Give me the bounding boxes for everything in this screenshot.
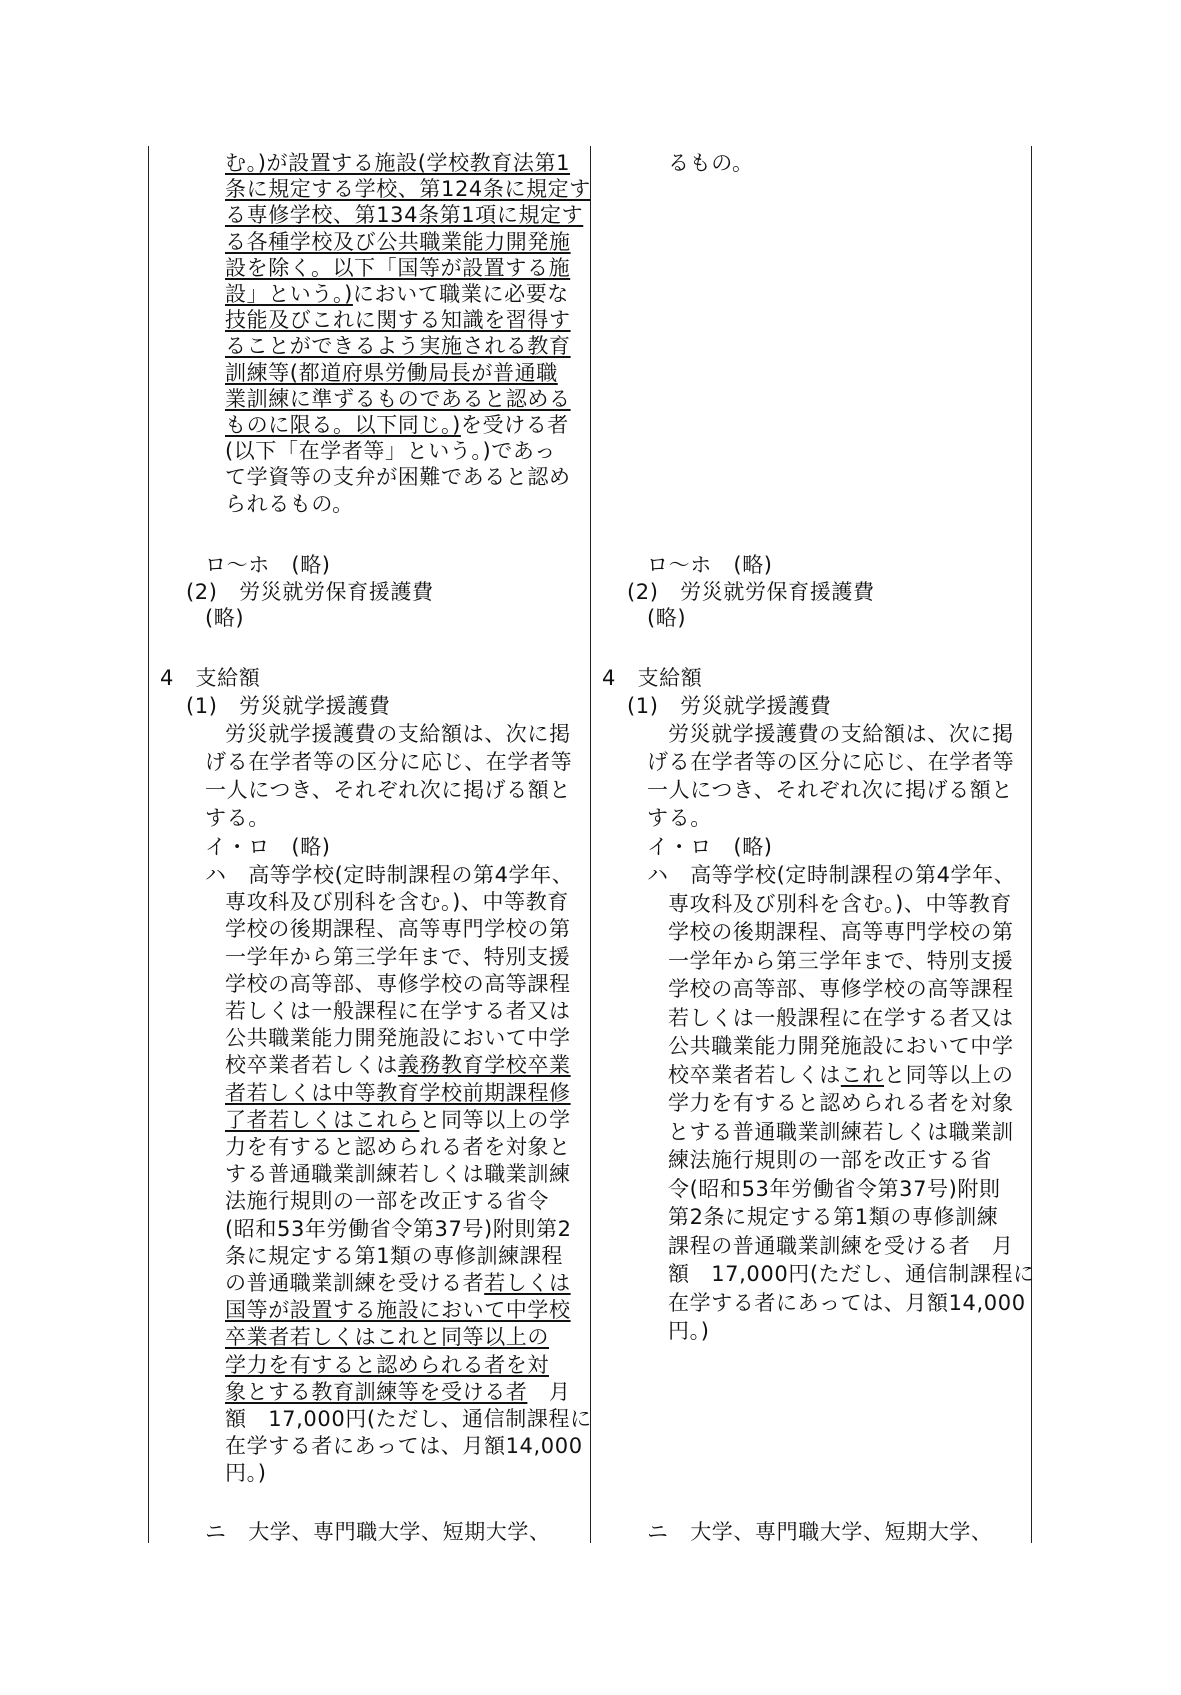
left-item-ha-line: [225, 1215, 572, 1243]
underlined-amendment-text: 卒業者若しくはこれと同等以上の: [225, 1325, 549, 1350]
text-segment: 額 17,000円(ただし、通信制課程に: [668, 1262, 1035, 1286]
right-intro-line-3: 一人につき、それぞれ次に掲げる額と: [647, 778, 1013, 802]
text-segment: 円。): [225, 1461, 267, 1486]
underlined-amendment-text: これ: [840, 1062, 885, 1087]
left-para-c-line: [225, 280, 569, 308]
text-segment: て学資等の支弁が困難であると認め: [225, 465, 571, 490]
left-para-c-line: [225, 149, 570, 177]
text-segment: 在学する者にあっては、月額14,000: [225, 1434, 583, 1459]
text-segment: 学力を有すると認められる者を対象: [668, 1091, 1014, 1115]
right-intro-line-2: げる在学者等の区分に応じ、在学者等: [647, 750, 1015, 774]
text-segment: 額 17,000円(ただし、通信制課程に: [225, 1407, 592, 1431]
left-item-ha-line: [225, 1269, 571, 1297]
left-intro-line-2: げる在学者等の区分に応じ、在学者等: [205, 750, 573, 774]
text-segment: 在学する者にあっては、月額14,000: [668, 1290, 1026, 1315]
text-segment: 校卒業者若しくは: [668, 1062, 841, 1087]
right-item-ha-line: [668, 975, 1014, 1003]
left-item-ha-line: [225, 1378, 571, 1406]
right-item-ha-line: [668, 1175, 1001, 1203]
right-item-ha-line: [668, 1004, 1014, 1032]
text-segment: する普通職業訓練若しくは職業訓練: [225, 1162, 571, 1187]
left-para-c-line: [225, 254, 570, 282]
text-segment: 法施行規則の一部を改正する省令: [225, 1189, 549, 1214]
underlined-amendment-text: 象とする教育訓練等を受ける者: [225, 1379, 528, 1404]
right-heading-1: (1) 労災就学援護費: [627, 694, 832, 718]
left-item-ha-line: [225, 1024, 571, 1052]
right-item-ni: ニ 大学、専門職大学、短期大学、: [647, 1520, 993, 1544]
left-para-c-line: [225, 437, 556, 465]
text-segment: において職業に必要な: [352, 282, 569, 306]
left-item-ha-line: [225, 943, 570, 971]
left-item-ha-line: [225, 1079, 571, 1107]
right-item-ha-line: [668, 1032, 1014, 1060]
left-item-i-ro: イ・ロ (略): [205, 835, 331, 859]
right-intro-line-4: する。: [647, 806, 712, 830]
left-item-ha-line: [225, 1242, 563, 1270]
right-heading-2: (2) 労災就労保育援護費: [627, 580, 875, 604]
text-segment: 令(昭和53年労働省令第37号)附則: [668, 1176, 1001, 1201]
left-intro-line-3: 一人につき、それぞれ次に掲げる額と: [205, 778, 571, 802]
right-intro-line-1: 労災就学援護費の支給額は、次に掲: [668, 722, 1014, 746]
underlined-amendment-text: 者若しくは中等教育学校前期課程修: [225, 1080, 571, 1105]
text-segment: 専攻科及び別科を含む。)、中等教育: [225, 890, 569, 915]
left-intro-line-4: する。: [205, 806, 270, 830]
underlined-amendment-text: 学力を有すると認められる者を対: [225, 1352, 549, 1377]
left-item-ha-line: [225, 915, 571, 943]
right-item-ha-line: [668, 1317, 710, 1345]
left-item-ha-line: [225, 1133, 571, 1161]
underlined-amendment-text: ものに限る。以下同じ。): [225, 413, 461, 437]
left-item-ha-line: [225, 1051, 571, 1079]
text-segment: と同等以上の学: [419, 1107, 571, 1132]
right-item-ha-line: [668, 1089, 1014, 1117]
text-segment: 条に規定する第1類の専修訓練課程: [225, 1243, 563, 1268]
left-item-ha-line: [225, 888, 569, 916]
left-para-c-line: [225, 463, 571, 491]
text-segment: ハ 高等学校(定時制課程の第4学年、: [205, 863, 574, 887]
left-item-ha-line: [225, 1187, 549, 1215]
text-segment: 第2条に規定する第1類の専修訓練: [668, 1205, 999, 1229]
text-segment: の普通職業訓練を受ける者: [225, 1271, 485, 1295]
text-segment: 学校の後期課程、高等専門学校の第: [668, 920, 1014, 944]
left-item-ni: ニ 大学、専門職大学、短期大学、: [205, 1520, 551, 1544]
text-segment: 一学年から第三学年まで、特別支援: [668, 948, 1014, 973]
underlined-amendment-text: 技能及びこれに関する知識を習得す: [225, 308, 571, 333]
right-heading-2-omit: (略): [647, 606, 687, 630]
text-segment: (以下「在学者等」という。)であっ: [225, 439, 556, 464]
left-item-ha-line: [225, 1405, 592, 1433]
underlined-amendment-text: る専修学校、第134条第1項に規定す: [225, 203, 584, 228]
text-segment: 学校の高等部、専修学校の高等課程: [668, 977, 1014, 1001]
right-item-ha-line: [668, 918, 1014, 946]
left-item-ha-line: [225, 1323, 549, 1351]
underlined-amendment-text: 訓練等(都道府県労働局長が普通職: [225, 360, 558, 385]
text-segment: 専攻科及び別科を含む。)、中等教育: [668, 891, 1012, 916]
right-item-ha-line: [668, 1146, 992, 1174]
left-item-ha-line: [225, 1459, 267, 1487]
left-item-ha-line: [225, 1432, 583, 1460]
text-segment: 課程の普通職業訓練を受ける者 月: [668, 1233, 1014, 1258]
left-item-ha-line: [225, 1106, 571, 1134]
underlined-amendment-text: 設を除く。以下「国等が設置する施: [225, 255, 571, 280]
text-segment: 若しくは一般課程に在学する者又は: [225, 999, 571, 1023]
left-para-c-line: [225, 306, 571, 334]
right-item-ha-line: [668, 1061, 1014, 1089]
right-item-ha-line: [668, 1260, 1035, 1288]
right-item-ha-line: [668, 947, 1013, 975]
text-segment: とする普通職業訓練若しくは職業訓: [668, 1119, 1014, 1144]
underlined-amendment-text: 若しくは: [484, 1271, 571, 1295]
right-item-ha-line: [668, 1289, 1026, 1317]
text-segment: 円。): [668, 1319, 710, 1343]
left-para-c-line: [225, 411, 569, 439]
left-intro-line-1: 労災就学援護費の支給額は、次に掲: [225, 722, 571, 746]
text-segment: 練法施行規則の一部を改正する省: [668, 1148, 992, 1172]
text-segment: 若しくは一般課程に在学する者又は: [668, 1005, 1014, 1030]
underlined-amendment-text: 条に規定する学校、第124条に規定す: [225, 177, 591, 202]
underlined-amendment-text: 国等が設置する施設において中学校: [225, 1298, 571, 1323]
right-item-ha-line: [668, 1118, 1014, 1146]
left-item-ha-line: [225, 1160, 571, 1188]
left-heading-2: (2) 労災就労保育援護費: [186, 580, 434, 604]
text-segment: 力を有すると認められる者を対象と: [225, 1135, 571, 1159]
left-para-c-line: [225, 228, 571, 256]
left-item-ha-line: [225, 1296, 571, 1324]
text-segment: 公共職業能力開発施設において中学: [668, 1034, 1014, 1058]
left-item-ha-line: [205, 861, 573, 889]
right-para-c-tail: るもの。: [668, 151, 754, 175]
text-segment: と同等以上の: [884, 1062, 1014, 1087]
underlined-amendment-text: む。)が設置する施設(学校教育法第1: [225, 151, 571, 175]
underlined-amendment-text: ることができるよう実施される教育: [225, 334, 571, 359]
underlined-amendment-text: る各種学校及び公共職業能力開発施: [225, 229, 571, 254]
right-item-i-ro: イ・ロ (略): [647, 835, 773, 859]
left-heading-2-omit: (略): [205, 606, 245, 630]
left-para-c-line: [225, 175, 591, 203]
text-segment: (昭和53年労働省令第37号)附則第2: [225, 1216, 572, 1241]
left-item-ro-ho: ロ～ホ (略): [205, 553, 331, 577]
text-segment: 月: [527, 1379, 571, 1404]
left-item-ha-line: [225, 1351, 549, 1379]
left-para-c-line: [225, 359, 558, 387]
underlined-amendment-text: 了者若しくはこれら: [225, 1107, 420, 1132]
underlined-amendment-text: 義務教育学校卒業: [397, 1053, 571, 1078]
right-item-ro-ho: ロ～ホ (略): [647, 553, 773, 577]
text-segment: を受ける者: [460, 413, 569, 437]
right-item-ha-line: [668, 1203, 998, 1231]
text-segment: 一学年から第三学年まで、特別支援: [225, 944, 571, 969]
left-para-c-line: [225, 385, 571, 413]
left-item-ha-line: [225, 997, 571, 1025]
left-para-c-line: [225, 332, 571, 360]
text-segment: 学校の高等部、専修学校の高等課程: [225, 971, 571, 996]
left-para-c-line: [225, 201, 583, 229]
right-item-ha-line: [647, 861, 1015, 889]
right-item-ha-line: [668, 890, 1012, 918]
text-segment: られるもの。: [225, 491, 354, 516]
right-section-4: 4 支給額: [602, 666, 703, 690]
text-segment: 学校の後期課程、高等専門学校の第: [225, 917, 571, 942]
text-segment: ハ 高等学校(定時制課程の第4学年、: [647, 863, 1016, 887]
left-section-4: 4 支給額: [160, 666, 261, 690]
text-segment: 公共職業能力開発施設において中学: [225, 1026, 571, 1051]
left-heading-1: (1) 労災就学援護費: [186, 694, 391, 718]
right-item-ha-line: [668, 1232, 1014, 1260]
text-segment: 校卒業者若しくは: [225, 1053, 398, 1078]
left-para-c-line: [225, 490, 354, 518]
underlined-amendment-text: 業訓練に準ずるものであると認める: [225, 386, 571, 411]
underlined-amendment-text: 設」という。): [225, 282, 353, 306]
left-item-ha-line: [225, 970, 571, 998]
